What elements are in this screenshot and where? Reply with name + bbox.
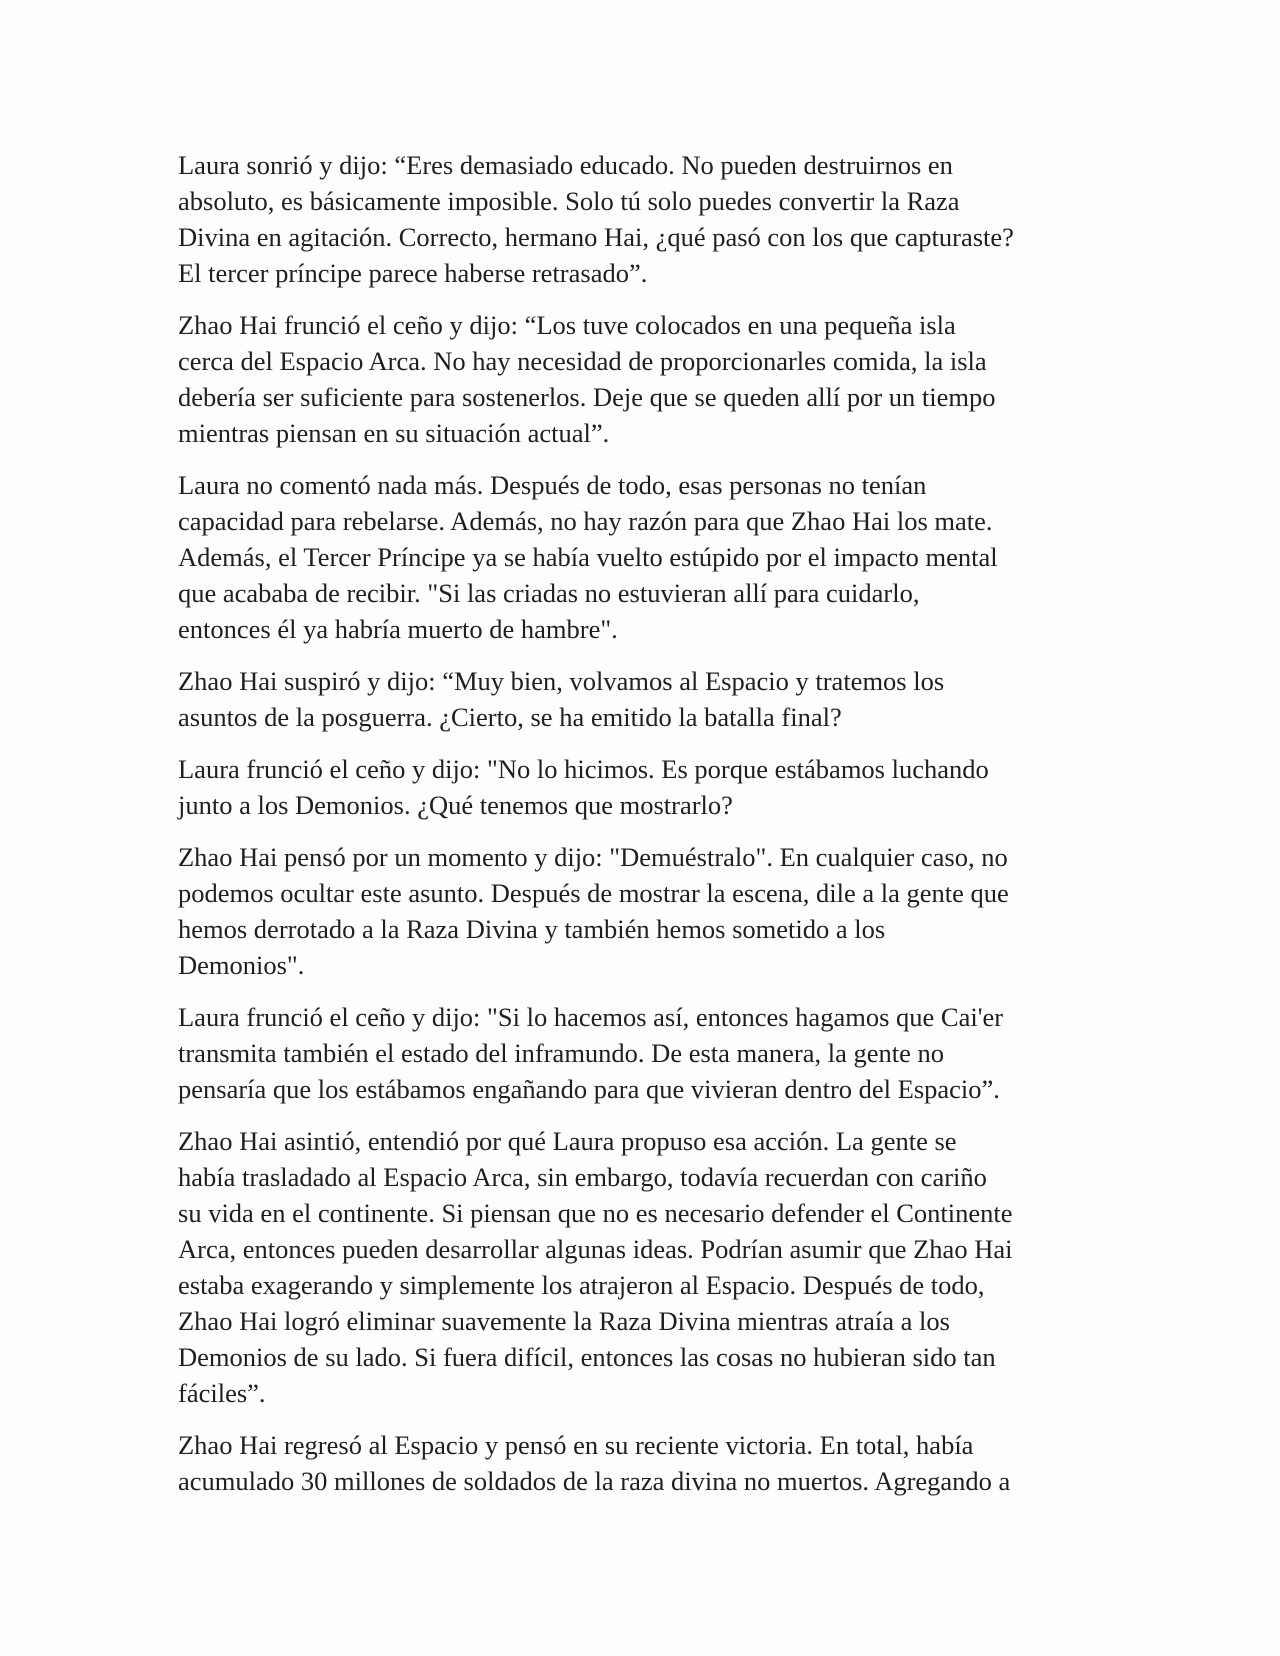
paragraph [178, 839, 1118, 983]
paragraph [178, 1123, 1118, 1411]
document-body [178, 147, 1118, 1515]
text-line: mientras piensan en su situación actual”. [178, 418, 610, 448]
paragraph [178, 307, 1118, 451]
paragraph [178, 999, 1118, 1107]
text-line: entonces él ya habría muerto de hambre". [178, 614, 618, 644]
text-line: que acababa de recibir. "Si las criadas no estuvieran allí para cuidarlo, [178, 578, 920, 608]
text-line: Laura frunció el ceño y dijo: "No lo hicimos. Es porque estábamos luchando [178, 754, 989, 784]
text-line: Laura frunció el ceño y dijo: "Si lo hacemos así, entonces hagamos que Cai'er [178, 1002, 1004, 1032]
text-line: su vida en el continente. Si piensan que no es necesario defender el Continente [178, 1198, 1013, 1228]
paragraph [178, 751, 1118, 823]
text-line: Zhao Hai regresó al Espacio y pensó en su reciente victoria. En total, había [178, 1430, 974, 1460]
text-line: Demonios de su lado. Si fuera difícil, entonces las cosas no hubieran sido tan [178, 1342, 996, 1372]
paragraph [178, 1427, 1118, 1499]
paragraph [178, 663, 1118, 735]
text-line: Laura sonrió y dijo: “Eres demasiado educado. No pueden destruirnos en [178, 150, 953, 180]
text-line: capacidad para rebelarse. Además, no hay razón para que Zhao Hai los mate. [178, 506, 993, 536]
text-line: El tercer príncipe parece haberse retrasado”. [178, 258, 648, 288]
text-line: Zhao Hai pensó por un momento y dijo: "Demuéstralo". En cualquier caso, no [178, 842, 1008, 872]
text-line: había trasladado al Espacio Arca, sin embargo, todavía recuerdan con cariño [178, 1162, 987, 1192]
paragraph [178, 467, 1118, 647]
text-line: Zhao Hai asintió, entendió por qué Laura propuso esa acción. La gente se [178, 1126, 957, 1156]
text-line: Además, el Tercer Príncipe ya se había vuelto estúpido por el impacto mental [178, 542, 998, 572]
text-line: pensaría que los estábamos engañando para que vivieran dentro del Espacio”. [178, 1074, 1000, 1104]
text-line: debería ser suficiente para sostenerlos. Deje que se queden allí por un tiempo [178, 382, 996, 412]
text-line: Divina en agitación. Correcto, hermano Hai, ¿qué pasó con los que capturaste? [178, 222, 1014, 252]
text-line: Laura no comentó nada más. Después de todo, esas personas no tenían [178, 470, 927, 500]
text-line: Zhao Hai frunció el ceño y dijo: “Los tuve colocados en una pequeña isla [178, 310, 956, 340]
text-line: podemos ocultar este asunto. Después de mostrar la escena, dile a la gente que [178, 878, 1009, 908]
text-line: asuntos de la posguerra. ¿Cierto, se ha emitido la batalla final? [178, 702, 842, 732]
text-line: junto a los Demonios. ¿Qué tenemos que mostrarlo? [178, 790, 733, 820]
text-line: fáciles”. [178, 1378, 266, 1408]
text-line: Demonios". [178, 950, 305, 980]
text-line: Zhao Hai suspiró y dijo: “Muy bien, volvamos al Espacio y tratemos los [178, 666, 945, 696]
text-line: absoluto, es básicamente imposible. Solo tú solo puedes convertir la Raza [178, 186, 960, 216]
text-line: Zhao Hai logró eliminar suavemente la Raza Divina mientras atraía a los [178, 1306, 950, 1336]
paragraph [178, 147, 1118, 291]
text-line: hemos derrotado a la Raza Divina y también hemos sometido a los [178, 914, 886, 944]
text-line: Arca, entonces pueden desarrollar algunas ideas. Podrían asumir que Zhao Hai [178, 1234, 1013, 1264]
text-line: estaba exagerando y simplemente los atrajeron al Espacio. Después de todo, [178, 1270, 985, 1300]
text-line: acumulado 30 millones de soldados de la raza divina no muertos. Agregando a [178, 1466, 1011, 1496]
text-line: cerca del Espacio Arca. No hay necesidad de proporcionarles comida, la isla [178, 346, 987, 376]
text-line: transmita también el estado del inframundo. De esta manera, la gente no [178, 1038, 945, 1068]
